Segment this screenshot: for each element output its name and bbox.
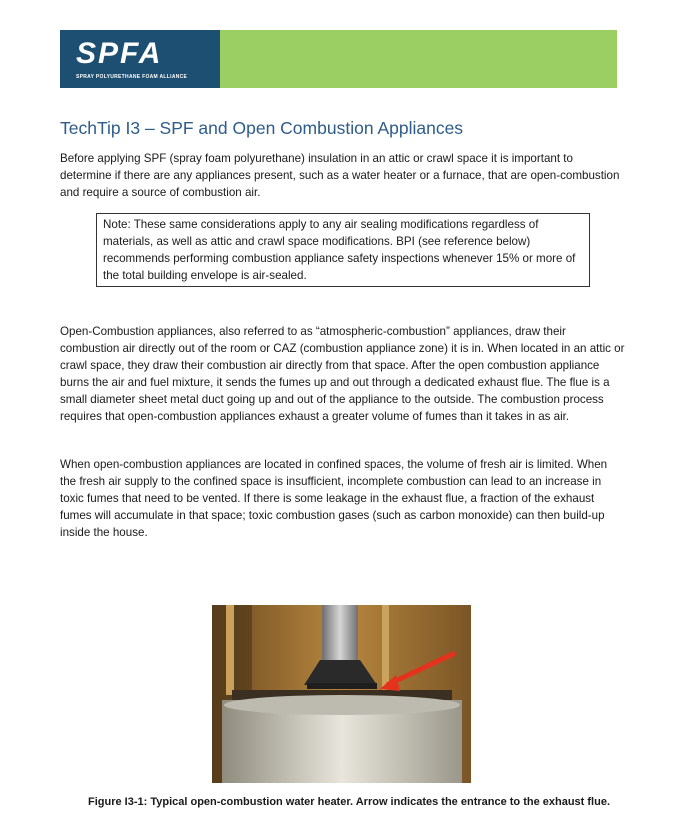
paragraph-open-combustion: Open-Combustion appliances, also referred to as “atmospheric-combustion” appliances, draw their combustion air directly out of the room or CAZ (combustion appliance zone) it is in. When located in an attic or crawl space, they draw their combustion air directly from that space. After the open combustion appliance burns the air and fuel mixture, it sends the fumes up and out through a dedicated exhaust flue. The flue is a small diameter sheet metal duct going up and out of the appliance to the outside. The combustion process requires that open-combustion appliances exhaust a greater volume of fumes than it takes in as air. [60, 325, 625, 423]
figure-caption: Figure I3-1: Typical open-combustion water heater. Arrow indicates the entrance to the exhaust flue. [88, 796, 610, 808]
logo-text: SPFA [76, 37, 163, 70]
header-banner [60, 30, 617, 88]
page-title: TechTip I3 – SPF and Open Combustion Appliances [60, 118, 464, 138]
water-heater-photo [212, 605, 471, 783]
spfa-logo [60, 30, 220, 88]
header-green-band [220, 30, 617, 88]
intro-paragraph: Before applying SPF (spray foam polyurethane) insulation in an attic or crawl space it is important to determine if there are any appliances present, such as a water heater or a furnace, that are open-combustion and require a source of combustion air. [60, 152, 620, 199]
note-box: Note: These same considerations apply to any air sealing modifications regardless of materials, as well as attic and crawl space modifications. BPI (see reference below) recommends performing combustion appliance safety inspections whenever 15% or more of the total building envelope is air-sealed. [96, 213, 590, 287]
paragraph-confined-spaces: When open-combustion appliances are located in confined spaces, the volume of fresh air is limited. When the fresh air supply to the confined space is insufficient, incomplete combustion can lead to an increase in toxic fumes that need to be vented. If there is some leakage in the exhaust flue, a fraction of the exhaust fumes will accumulate in that space; toxic combustion gases (such as carbon monoxide) can then build-up inside the house. [60, 458, 608, 539]
logo-subtitle: SPRAY POLYURETHANE FOAM ALLIANCE [76, 74, 188, 80]
